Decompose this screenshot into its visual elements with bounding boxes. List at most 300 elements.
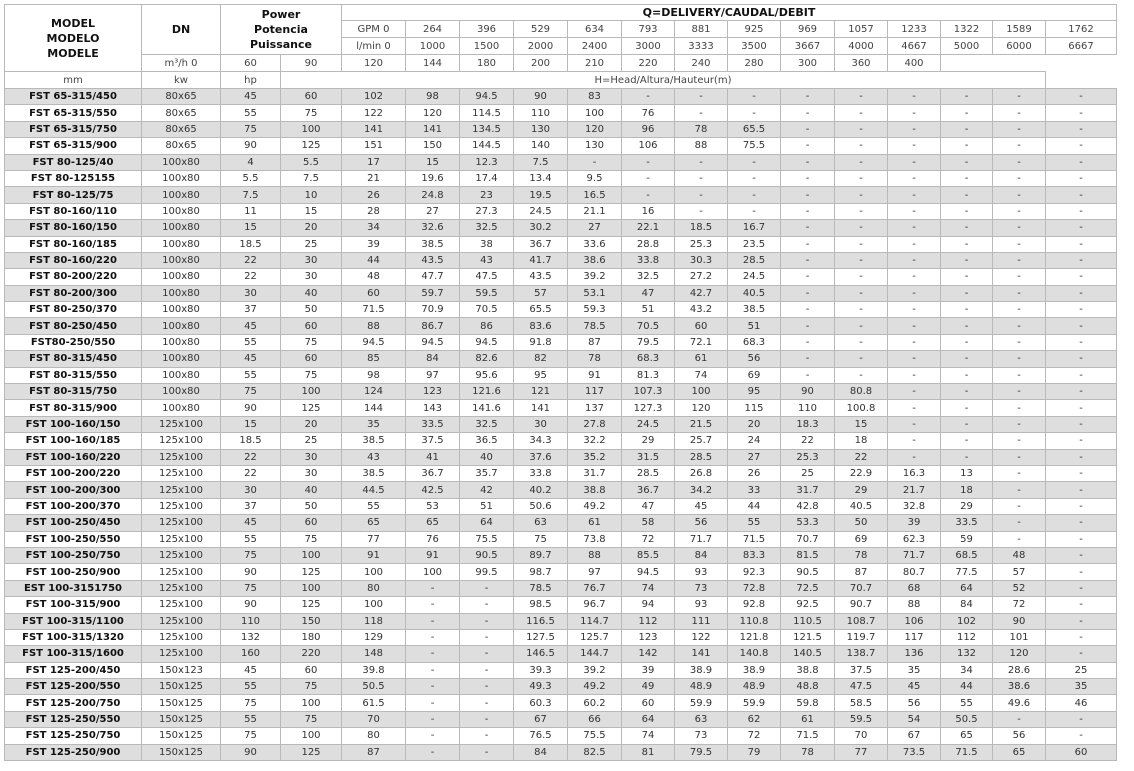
head-cell: - — [1046, 629, 1117, 645]
table-row — [5, 531, 1117, 547]
head-cell: 60 — [1046, 744, 1117, 760]
flow-cell: 1322 — [941, 21, 993, 38]
head-cell: 31.5 — [622, 449, 675, 465]
head-cell: 86.7 — [406, 318, 460, 334]
model-cell: FST 80-125155 — [5, 170, 142, 186]
dn-cell: 125x100 — [142, 597, 221, 613]
kw-unit: kw — [142, 72, 221, 89]
head-cell: 59.5 — [835, 711, 888, 727]
head-cell: 34 — [342, 220, 406, 236]
head-cell: 106 — [888, 613, 941, 629]
head-cell: 44 — [342, 252, 406, 268]
dn-cell: 125x100 — [142, 646, 221, 662]
head-cell: 16.7 — [728, 220, 781, 236]
flow-cell: m³/h 0 — [142, 55, 221, 72]
head-cell: 100.8 — [835, 400, 888, 416]
head-cell: 98.5 — [514, 597, 568, 613]
table-row — [5, 679, 1117, 695]
head-cell: 33 — [728, 482, 781, 498]
head-cell: 107.3 — [622, 384, 675, 400]
head-cell: 98 — [342, 367, 406, 383]
head-cell: 39.3 — [514, 662, 568, 678]
head-cell: 90.5 — [460, 547, 514, 563]
hp-cell: 60 — [281, 351, 342, 367]
head-cell: 76.7 — [568, 580, 622, 596]
head-cell: - — [888, 187, 941, 203]
pump-performance-table-container — [4, 4, 1117, 761]
kw-cell: 37 — [221, 302, 281, 318]
head-cell: 72.1 — [675, 334, 728, 350]
head-cell: 112 — [622, 613, 675, 629]
table-row — [5, 646, 1117, 662]
model-cell: FST 65-315/900 — [5, 138, 142, 154]
hp-cell: 15 — [281, 203, 342, 219]
head-cell: - — [888, 416, 941, 432]
power-header-en: Power — [261, 8, 301, 21]
head-cell: 73.8 — [568, 531, 622, 547]
head-cell: 90.5 — [781, 564, 835, 580]
head-cell: - — [941, 334, 993, 350]
head-cell: 78.5 — [514, 580, 568, 596]
head-cell: 95.6 — [460, 367, 514, 383]
hp-cell: 30 — [281, 449, 342, 465]
head-cell: - — [1046, 515, 1117, 531]
table-row — [5, 564, 1117, 580]
dn-cell: 100x80 — [142, 384, 221, 400]
flow-cell: 200 — [514, 55, 568, 72]
head-cell: - — [781, 187, 835, 203]
head-cell: - — [781, 154, 835, 170]
head-cell: 74 — [675, 367, 728, 383]
head-cell: 96.7 — [568, 597, 622, 613]
head-cell: - — [888, 269, 941, 285]
hp-cell: 125 — [281, 597, 342, 613]
head-cell: - — [1046, 465, 1117, 481]
head-cell: - — [460, 662, 514, 678]
head-cell: - — [622, 187, 675, 203]
head-cell: - — [941, 170, 993, 186]
head-cell: - — [993, 711, 1046, 727]
head-cell: 80.8 — [835, 384, 888, 400]
head-cell: - — [406, 744, 460, 760]
head-cell: 81.5 — [781, 547, 835, 563]
head-cell: 98 — [406, 89, 460, 105]
head-cell: 87 — [342, 744, 406, 760]
head-cell: 94.5 — [622, 564, 675, 580]
head-cell: 117 — [888, 629, 941, 645]
kw-cell: 15 — [221, 416, 281, 432]
table-row — [5, 629, 1117, 645]
power-header-es: Potencia — [254, 23, 308, 36]
head-cell: 29 — [941, 498, 993, 514]
model-cell: FST 100-250/450 — [5, 515, 142, 531]
head-cell: 15 — [835, 416, 888, 432]
head-cell: - — [1046, 482, 1117, 498]
model-cell: FST 80-160/150 — [5, 220, 142, 236]
head-cell: - — [781, 220, 835, 236]
head-cell: 50 — [835, 515, 888, 531]
head-cell: 125.7 — [568, 629, 622, 645]
head-cell: 75.5 — [568, 728, 622, 744]
head-cell: - — [941, 285, 993, 301]
dn-cell: 125x100 — [142, 465, 221, 481]
table-row — [5, 711, 1117, 727]
model-cell: EST 100-3151750 — [5, 580, 142, 596]
head-cell: 29 — [835, 482, 888, 498]
table-row — [5, 613, 1117, 629]
model-cell: FST 65-315/450 — [5, 89, 142, 105]
head-cell: - — [675, 203, 728, 219]
head-cell: - — [941, 449, 993, 465]
table-row — [5, 695, 1117, 711]
flow-cell: 1589 — [993, 21, 1046, 38]
model-cell: FST80-250/550 — [5, 334, 142, 350]
head-cell: 114.5 — [460, 105, 514, 121]
head-cell: 122 — [342, 105, 406, 121]
flow-cell: 3667 — [781, 38, 835, 55]
flow-cell: 3500 — [728, 38, 781, 55]
flow-cell: 634 — [568, 21, 622, 38]
head-cell: 18.3 — [781, 416, 835, 432]
hp-cell: 75 — [281, 679, 342, 695]
hp-cell: 20 — [281, 220, 342, 236]
kw-cell: 55 — [221, 531, 281, 547]
head-cell: 48.8 — [781, 679, 835, 695]
head-cell: - — [728, 154, 781, 170]
head-cell: 32.6 — [406, 220, 460, 236]
flow-cell: 1000 — [406, 38, 460, 55]
head-cell: - — [993, 302, 1046, 318]
head-cell: 71.5 — [781, 728, 835, 744]
head-cell: 39 — [342, 236, 406, 252]
head-cell: 56 — [888, 695, 941, 711]
head-cell: 151 — [342, 138, 406, 154]
model-cell: FST 80-315/900 — [5, 400, 142, 416]
head-cell: 40 — [460, 449, 514, 465]
head-cell: 25 — [1046, 662, 1117, 678]
head-cell: 114.7 — [568, 613, 622, 629]
head-cell: 76 — [406, 531, 460, 547]
hp-cell: 30 — [281, 252, 342, 268]
head-cell: - — [1046, 203, 1117, 219]
head-cell: 42 — [460, 482, 514, 498]
head-cell: 37.6 — [514, 449, 568, 465]
head-cell: 70.5 — [460, 302, 514, 318]
table-row — [5, 187, 1117, 203]
flow-cell: 5000 — [941, 38, 993, 55]
head-cell: 25.3 — [675, 236, 728, 252]
dn-cell: 125x100 — [142, 564, 221, 580]
head-cell: 40.5 — [728, 285, 781, 301]
dn-cell: 80x65 — [142, 105, 221, 121]
head-cell: 53.1 — [568, 285, 622, 301]
head-cell: 28.5 — [675, 449, 728, 465]
kw-cell: 4 — [221, 154, 281, 170]
flow-cell: 220 — [622, 55, 675, 72]
head-cell: 121 — [514, 384, 568, 400]
flow-cell: 60 — [221, 55, 281, 72]
hp-cell: 30 — [281, 269, 342, 285]
head-cell: 22 — [781, 433, 835, 449]
head-cell: 58.5 — [835, 695, 888, 711]
flow-cell: 144 — [406, 55, 460, 72]
head-cell: - — [1046, 646, 1117, 662]
head-cell: 59 — [941, 531, 993, 547]
head-cell: 116.5 — [514, 613, 568, 629]
dn-cell: 100x80 — [142, 302, 221, 318]
head-cell: 30 — [514, 416, 568, 432]
table-row — [5, 465, 1117, 481]
head-cell: 140 — [514, 138, 568, 154]
head-cell: 20 — [728, 416, 781, 432]
model-header — [5, 5, 142, 72]
head-cell: 33.8 — [514, 465, 568, 481]
head-cell: - — [728, 203, 781, 219]
head-cell: - — [993, 121, 1046, 137]
hp-cell: 25 — [281, 433, 342, 449]
head-cell: - — [888, 449, 941, 465]
flow-cell: 210 — [568, 55, 622, 72]
head-cell: 72 — [622, 531, 675, 547]
head-cell: 77 — [342, 531, 406, 547]
head-cell: 22.9 — [835, 465, 888, 481]
model-cell: FST 125-200/450 — [5, 662, 142, 678]
head-cell: 88 — [342, 318, 406, 334]
head-cell: 49.6 — [993, 695, 1046, 711]
head-cell: 112 — [941, 629, 993, 645]
model-cell: FST 100-160/150 — [5, 416, 142, 432]
head-cell: - — [675, 154, 728, 170]
model-cell: FST 80-250/450 — [5, 318, 142, 334]
head-cell: 65.5 — [514, 302, 568, 318]
head-cell: 73 — [675, 728, 728, 744]
head-cell: 24 — [728, 433, 781, 449]
head-cell: 140.8 — [728, 646, 781, 662]
table-body — [5, 89, 1117, 761]
head-cell: 65.5 — [728, 121, 781, 137]
model-cell: FST 80-200/300 — [5, 285, 142, 301]
head-cell: - — [1046, 498, 1117, 514]
head-cell: - — [728, 170, 781, 186]
head-cell: - — [941, 400, 993, 416]
head-cell: 60 — [622, 695, 675, 711]
head-cell: 36.7 — [622, 482, 675, 498]
head-cell: - — [835, 236, 888, 252]
dn-cell: 125x100 — [142, 531, 221, 547]
head-cell: - — [622, 89, 675, 105]
head-cell: 53 — [406, 498, 460, 514]
table-row — [5, 220, 1117, 236]
head-cell: 75.5 — [460, 531, 514, 547]
head-cell: 80 — [342, 728, 406, 744]
table-row — [5, 252, 1117, 268]
kw-cell: 18.5 — [221, 433, 281, 449]
head-cell: 18 — [835, 433, 888, 449]
table-row — [5, 400, 1117, 416]
head-cell: 144.5 — [460, 138, 514, 154]
dn-cell: 125x100 — [142, 498, 221, 514]
head-cell: 100 — [342, 564, 406, 580]
head-cell: 25.7 — [675, 433, 728, 449]
head-cell: - — [941, 416, 993, 432]
flow-cell: 120 — [342, 55, 406, 72]
kw-cell: 22 — [221, 449, 281, 465]
head-cell: - — [406, 711, 460, 727]
head-cell: 87 — [835, 564, 888, 580]
head-cell: - — [675, 105, 728, 121]
kw-cell: 30 — [221, 482, 281, 498]
hp-cell: 125 — [281, 744, 342, 760]
table-row — [5, 89, 1117, 105]
head-cell: 48 — [342, 269, 406, 285]
table-row — [5, 416, 1117, 432]
head-cell: 121.6 — [460, 384, 514, 400]
head-cell: 75.5 — [728, 138, 781, 154]
table-row — [5, 302, 1117, 318]
hp-cell: 180 — [281, 629, 342, 645]
head-cell: 69 — [728, 367, 781, 383]
kw-cell: 75 — [221, 384, 281, 400]
hp-cell: 100 — [281, 695, 342, 711]
flow-cell: 3000 — [622, 38, 675, 55]
head-cell: 44 — [941, 679, 993, 695]
head-cell: 35 — [888, 662, 941, 678]
head-cell: - — [941, 187, 993, 203]
head-cell: 18.5 — [675, 220, 728, 236]
dn-cell: 125x100 — [142, 515, 221, 531]
flow-cell: 396 — [460, 21, 514, 38]
model-cell: FST 80-250/370 — [5, 302, 142, 318]
head-cell: - — [941, 203, 993, 219]
head-cell: 19.5 — [514, 187, 568, 203]
head-cell: 68 — [888, 580, 941, 596]
head-cell: 94.5 — [342, 334, 406, 350]
head-cell: 64 — [460, 515, 514, 531]
head-cell: 39.8 — [342, 662, 406, 678]
head-cell: 97 — [568, 564, 622, 580]
head-cell: 7.5 — [514, 154, 568, 170]
head-cell: - — [888, 433, 941, 449]
head-cell: 79.5 — [675, 744, 728, 760]
head-cell: - — [993, 220, 1046, 236]
head-cell: - — [835, 220, 888, 236]
head-cell: 94.5 — [406, 334, 460, 350]
head-cell: 32.5 — [460, 416, 514, 432]
table-row — [5, 384, 1117, 400]
flow-cell: 240 — [675, 55, 728, 72]
head-cell: 45 — [888, 679, 941, 695]
head-cell: 67 — [514, 711, 568, 727]
head-cell: 15 — [406, 154, 460, 170]
head-cell: 41 — [406, 449, 460, 465]
head-cell: 39.2 — [568, 662, 622, 678]
head-cell: 43.2 — [675, 302, 728, 318]
head-cell: - — [406, 646, 460, 662]
dn-cell: 150x125 — [142, 728, 221, 744]
table-row — [5, 580, 1117, 596]
head-cell: - — [1046, 580, 1117, 596]
table-row — [5, 662, 1117, 678]
head-cell: - — [675, 170, 728, 186]
flow-cell: 2400 — [568, 38, 622, 55]
head-cell: 91.8 — [514, 334, 568, 350]
flow-cell: 1233 — [888, 21, 941, 38]
head-cell: 94.5 — [460, 89, 514, 105]
head-cell: - — [941, 252, 993, 268]
head-cell: 38.9 — [728, 662, 781, 678]
head-cell: 17.4 — [460, 170, 514, 186]
flow-cell: 925 — [728, 21, 781, 38]
kw-cell: 45 — [221, 89, 281, 105]
head-cell: 17 — [342, 154, 406, 170]
head-cell: 28 — [342, 203, 406, 219]
head-cell: 55 — [941, 695, 993, 711]
head-cell: - — [888, 203, 941, 219]
hp-cell: 100 — [281, 728, 342, 744]
head-cell: 85.5 — [622, 547, 675, 563]
head-cell: - — [1046, 302, 1117, 318]
kw-cell: 110 — [221, 613, 281, 629]
table-row — [5, 367, 1117, 383]
head-cell: 91 — [406, 547, 460, 563]
head-cell: 47 — [622, 498, 675, 514]
table-row — [5, 334, 1117, 350]
head-cell: 24.8 — [406, 187, 460, 203]
head-cell: 110.5 — [781, 613, 835, 629]
head-cell: 89.7 — [514, 547, 568, 563]
head-cell: - — [781, 285, 835, 301]
head-cell: 38.6 — [568, 252, 622, 268]
model-header-en: MODEL — [51, 16, 95, 30]
head-cell: - — [460, 613, 514, 629]
head-cell: - — [622, 170, 675, 186]
head-cell: 37.5 — [406, 433, 460, 449]
head-cell: - — [622, 154, 675, 170]
flow-cell: l/min 0 — [342, 38, 406, 55]
head-cell: - — [1046, 367, 1117, 383]
hp-cell: 125 — [281, 138, 342, 154]
power-header-fr: Puissance — [250, 38, 312, 51]
head-cell: 121.8 — [728, 629, 781, 645]
table-row — [5, 170, 1117, 186]
head-cell: - — [888, 154, 941, 170]
head-cell: - — [993, 400, 1046, 416]
head-cell: 82.6 — [460, 351, 514, 367]
table-row — [5, 433, 1117, 449]
flow-cell: 180 — [460, 55, 514, 72]
head-cell: - — [888, 105, 941, 121]
head-cell: - — [993, 203, 1046, 219]
dn-cell: 125x100 — [142, 482, 221, 498]
hp-cell: 20 — [281, 416, 342, 432]
head-cell: - — [1046, 564, 1117, 580]
head-cell: 90.7 — [835, 597, 888, 613]
kw-cell: 90 — [221, 597, 281, 613]
head-cell: 32.5 — [622, 269, 675, 285]
hp-cell: 60 — [281, 515, 342, 531]
head-cell: 50.5 — [941, 711, 993, 727]
head-cell: - — [1046, 170, 1117, 186]
head-cell: 45 — [675, 498, 728, 514]
head-cell: 50.5 — [342, 679, 406, 695]
flow-cell: 300 — [781, 55, 835, 72]
head-cell: - — [568, 154, 622, 170]
head-cell: - — [1046, 252, 1117, 268]
head-cell: 43 — [460, 252, 514, 268]
head-cell: 27 — [406, 203, 460, 219]
head-cell: 59.9 — [728, 695, 781, 711]
head-cell: - — [941, 154, 993, 170]
